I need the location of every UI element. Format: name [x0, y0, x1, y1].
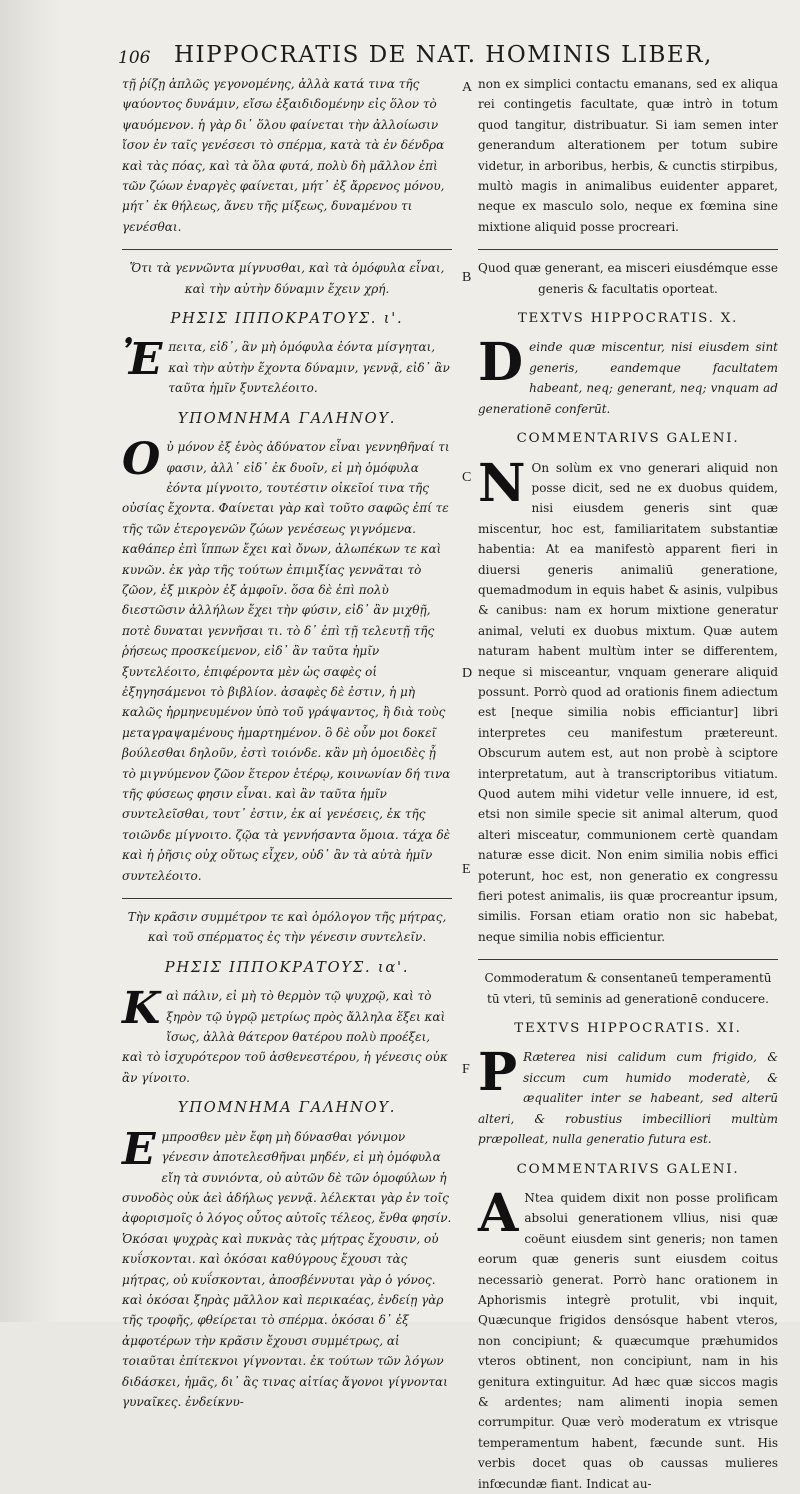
- margin-letter: F: [462, 1062, 470, 1077]
- margin-letter: A: [462, 80, 473, 95]
- latin-commentary-1: [478, 452, 778, 948]
- greek-text-x: [122, 334, 452, 398]
- margin-letter: E: [462, 862, 471, 877]
- greek-commentary-2: [122, 1123, 452, 1413]
- latin-summary-1: Quod quæ generant, ea misceri eiusdémque esse generis & facultatis oporteat.: [478, 261, 778, 296]
- greek-heading-text-x: ΡΗΣΙΣ ΙΠΠΟΚΡΑΤΟΥΣ. ι'.: [170, 310, 404, 328]
- drop-cap: A: [478, 1182, 519, 1244]
- greek-commentary-1: [122, 434, 452, 886]
- latin-text-x-body: einde quæ miscentur, nisi eiusdem sint generis, eandemque facultatem habeant, neq; generant, neq; vnquam ad generationē conferūt.: [478, 340, 778, 416]
- margin-letter: C: [462, 470, 472, 485]
- greek-commentary-1-body: ὐ μόνον ἐξ ἑνὸς ἀδύνατον εἶναι γεννηθῆναί τι φασιν, ἀλλ᾽ εἰδ᾽ ἐκ δυοῖν, εἰ μὴ ὁμόφυλα ἐόντα μίγνοιτο, τουτέστιν οἰκεῖοί τινα τῆς οὐσίας ἔχοντα. Φαίνεται γὰρ καὶ τοῦτο σαφῶς ἐπί τε τῆς τῶν ἑτερογενῶν ζώων γενέσεως γιγνόμενα. καθάπερ ἐπὶ ἵππων ἔχει καὶ ὄνων, ἀλωπέκων τε καὶ κυνῶν. ἐκ γὰρ τῆς τούτων ἐπιμιξίας γεννᾶται τὸ ζῶον, ἐξ μικρὸν ἐξ ἀμφοῖν. ὅσα δὲ ἐπὶ πολὺ διεστῶσιν ἀλλήλων ἔχει τὴν φύσιν, εἰδ᾽ ἂν μιχθῇ, ποτὲ δυναται γεννῆσαι τι. τὸ δ᾽ ἐπὶ τῇ τελευτῇ τῆς ῥήσεως προσκείμενον, εἰδ᾽ ἂν ταῦτα ἡμῖν ξυντελέοιτο, ἐπιφέροντα μὲν ὡς σαφὲς οἱ ἐξηγησάμενοι τὸ βιβλίον. ἀσαφὲς δὲ ἐστιν, ἡ μὴ καλῶς ἡρμηνευμένον ὑπὸ τοῦ γράψαντος, ἢ διὰ τοὺς μεταγραψαμένους ἡμαρτημένον. ὃ δὲ οὖν μοι δοκεῖ βούλεσθαι δηλοῦν, ἐστὶ τοιόνδε. κἂν μὴ ὁμοειδὲς ᾖ τὸ μιγνύμενον ζῶον ἕτερον ἑτέρῳ, κοινωνίαν δή τινα τῆς φύσεως φησιν εἶναι. καὶ ἂν ταῦτα ἡμῖν συντελεῖσθαι, τουτ᾽ ἐστιν, ἐκ αἱ γενέσεις, ἐκ τῆς τοιῶνδε μίγνοιτο. ζῷα τὰ γεννήσαντα ὅμοια. τάχα δὲ καὶ ἡ ῥῆσις οὐχ οὕτως εἶχεν, οὐδ᾽ ἂν τὰ αὐτὰ ἡμῖν συντελέοιτο.: [122, 440, 451, 883]
- drop-cap: D: [478, 332, 524, 394]
- greek-opening-paragraph: τῇ ῥίζῃ ἁπλῶς γεγονομένης, ἀλλὰ κατά τινα τῆς ψαύοντος δυνάμιν, εἴσω ἐξαιδιδομένην εἰς ὅλον τὸ ψαυόμενον. ἡ γὰρ δι᾽ ὅλου φαίνεται τὴν ἀλλοίωσιν ἴσον ἐν ταῖς γενέσεσι τὸ σπέρμα, κατὰ τὰ ἐν δένδρα καὶ τὰς πόας, καὶ τὰ ὅλα φυτά, πολὺ δὴ μᾶλλον ἐπὶ τῶν ζώων ἐναργὲς φαίνεται, μήτ᾽ ἐξ ἄρρενος μόνου, μήτ᾽ ἐκ θήλεως, ἄνευ τῆς μίξεως, δυναμένου τι γενέσθαι.: [122, 77, 445, 234]
- divider: [122, 898, 452, 899]
- divider: [478, 249, 778, 250]
- latin-summary-2: Commoderatum & consentaneū temperamentū tū vteri, tū seminis ad generationē conducere.: [484, 971, 772, 1006]
- drop-cap: Ο: [122, 434, 161, 486]
- latin-text-x: [478, 332, 778, 419]
- drop-cap: P: [478, 1042, 518, 1104]
- page-gutter-shadow: [0, 0, 60, 1322]
- greek-heading-commentary-2: ΥΠΟΜΝΗΜΑ ΓΑΛΗΝΟΥ.: [177, 1099, 397, 1117]
- latin-column: [478, 74, 778, 1491]
- greek-text-xi-body: αὶ πάλιν, εἰ μὴ τὸ θερμὸν τῷ ψυχρῷ, καὶ τὸ ξηρὸν τῷ ὑγρῷ μετρίως πρὸς ἄλληλα ἕξει καὶ ἴσως, ἀλλὰ θάτερον θατέρου πολὺ προέξει, καὶ τὸ ἰσχυρότερον τοῦ ἀσθενεστέρου, ἡ γένεσις οὐκ ἂν γίνοιτο.: [122, 989, 448, 1085]
- greek-summary-1: Ὅτι τὰ γεννῶντα μίγνυσθαι, καὶ τὰ ὁμόφυλα εἶναι, καὶ τὴν αὐτὴν δύναμιν ἔχειν χρή.: [129, 261, 445, 296]
- latin-commentary-1-body: On solùm ex vno generari aliquid non posse dicit, sed ne ex duobus quidem, nisi eiusdem generis sint quæ miscentur, hoc est, familiaritatem substantiæ habentia: At ea manifestò apparent fieri in diuersi generis animaliū generatione, quemadmodum in equis habet & asinis, vulpibus & canibus: nam ex horum mixtione generatur animal, veluti ex duobus mixtum. Quæ autem naturam habent multùm inter se differentem, neque si misceantur, vnquam generare aliquid possunt. Porrò quod ad orationis finem adiectum est [neque similia nobis efficiantur] libri interpretes ceu manifestum prætereunt. Obscurum autem est, aut non probè à sciptore interpretatum, aut à transcriptoribus vitiatum. Quod autem mihi videtur velle innuere, id est, etsi non simile specie sit animal alterum, quod alteri misceatur, communionem certè quandam naturæ esse dicit. Non enim similia nobis effici poterunt, hoc est, non generatio ex congressu fieri potest animalis, iis quæ procreantur ipsum, similis. Forsan etiam oratio non sic habebat, neque similia nobis efficientur.: [478, 460, 778, 944]
- latin-text-xi-body: Ræterea nisi calidum cum frigido, & siccum cum humido moderatè, & æqualiter inter se habeant, sed alterū alteri, & robustius imbecilliori multùm præpolleat, nulla generatio futura est.: [478, 1050, 778, 1147]
- greek-heading-commentary-1: ΥΠΟΜΝΗΜΑ ΓΑΛΗΝΟΥ.: [177, 409, 397, 427]
- latin-opening-paragraph: non ex simplici contactu emanans, sed ex aliqua rei contingetis facultate, quæ intrò in totum quod tangitur, distribuatur. Si iam semen inter generandum alterationem per totum subire videtur, in arboribus, herbis, & cunctis stirpibus, multò magis in animalibus euidenter apparet, neque ex masculo solo, neque ex fœmina sine mixtione aliquid posse procreari.: [478, 77, 778, 234]
- latin-commentary-2-body: Ntea quidem dixit non posse prolificam absolui generationem vllius, nisi quæ coëunt eiusdem sint generis; non tamen eorum quæ generis sunt eiusdem coitus necessariò generat. Porrò hanc orationem in Aphorismis integrè protulit, vbi inquit, Quæcunque frigidos densósque habent vteros, non concipiunt; & quæcumque præhumidos vteros obtinent, non concipiunt, nam in his genitura extinguitur. Ad hæc quæ siccos magis & ardentes; nam alimenti inopia semen corrumpitur. Quæ verò moderatum ex vtrisque temperamentum habent, fæcunde sunt. His verbis docet quas ob caussas mulieres infœcundæ fiant. Indicat au-: [478, 1190, 778, 1491]
- latin-commentary-2: [478, 1182, 778, 1494]
- latin-heading-commentary-2: COMMENTARIVS GALENI.: [516, 1161, 740, 1177]
- divider: [122, 249, 452, 250]
- page-header: [118, 34, 758, 74]
- drop-cap: Κ: [122, 983, 161, 1035]
- drop-cap: N: [478, 452, 526, 514]
- latin-heading-text-x: TEXTVS HIPPOCRATIS. X.: [517, 311, 739, 327]
- greek-text-x-body: πειτα, εἰδ᾽, ἃν μὴ ὁμόφυλα ἐόντα μίσγηται, καὶ τὴν αὐτὴν ἔχοντα δύναμιν, γεννᾷ, εἰδ᾽ ἂν ταῦτα ἡμῖν ξυντελέοιτο.: [168, 340, 450, 396]
- running-title: HIPPOCRATIS DE NAT. HOMINIS LIBER,: [174, 42, 713, 68]
- margin-letter: D: [462, 666, 473, 681]
- greek-column: [122, 74, 452, 1409]
- drop-cap: Ἐ: [122, 334, 163, 386]
- latin-heading-text-xi: TEXTVS HIPPOCRATIS. XI.: [514, 1021, 742, 1037]
- greek-heading-text-xi: ΡΗΣΙΣ ΙΠΠΟΚΡΑΤΟΥΣ. ια'.: [164, 958, 410, 976]
- page-number: 106: [118, 48, 151, 68]
- divider: [478, 959, 778, 960]
- greek-text-xi: [122, 983, 452, 1088]
- drop-cap: Ε: [122, 1123, 156, 1175]
- greek-summary-2: Τὴν κρᾶσιν συμμέτρον τε καὶ ὁμόλογον τῆς μήτρας, καὶ τοῦ σπέρματος ἐς τὴν γένεσιν συντελεῖν.: [127, 910, 447, 945]
- latin-text-xi: [478, 1042, 778, 1149]
- latin-heading-commentary-1: COMMENTARIVS GALENI.: [516, 431, 740, 447]
- margin-letter: B: [462, 270, 472, 285]
- greek-commentary-2-body: μπροσθεν μὲν ἔφη μὴ δύνασθαι γόνιμον γένεσιν ἀποτελεσθῆναι μηδέν, εἰ μὴ ὁμόφυλα εἴη τὰ συνιόντα, οὐ αὐτῶν δὲ τῶν ὁμοφύλων ἡ συνοδὸς οὐκ ἀεὶ ἀδήλως γεννᾷ. λέλεκται γὰρ ἐν τοῖς ἀφορισμοῖς ὁ λόγος οὗτος αὐτοῖς τέλεος, ἔνθα φησίν. Ὁκόσαι ψυχρὰς καὶ πυκνὰς τὰς μήτρας ἔχουσιν, οὐ κυΐσκονται. καὶ ὁκόσαι καθύγρους ἔχουσι τὰς μήτρας, οὐ κυΐσκονται, ἀποσβέννυται γὰρ ὁ γόνος. καὶ ὁκόσαι ξηρὰς μᾶλλον καὶ περικαέας, ἐνδείῃ γὰρ τῆς τροφῆς, φθείρεται τὸ σπέρμα. ὁκόσαι δ᾽ ἐξ ἀμφοτέρων τὴν κρᾶσιν ἔχουσι συμμέτρως, αἱ τοιαῦται ἐπίτεκνοι γίγνονται. ἐκ τούτων τῶν λόγων διδάσκει, ἡμᾶς, δι᾽ ἃς τινας αἰτίας ἄγονοι γίγνονται γυναῖκες. ἐνδείκνυ-: [122, 1129, 452, 1409]
